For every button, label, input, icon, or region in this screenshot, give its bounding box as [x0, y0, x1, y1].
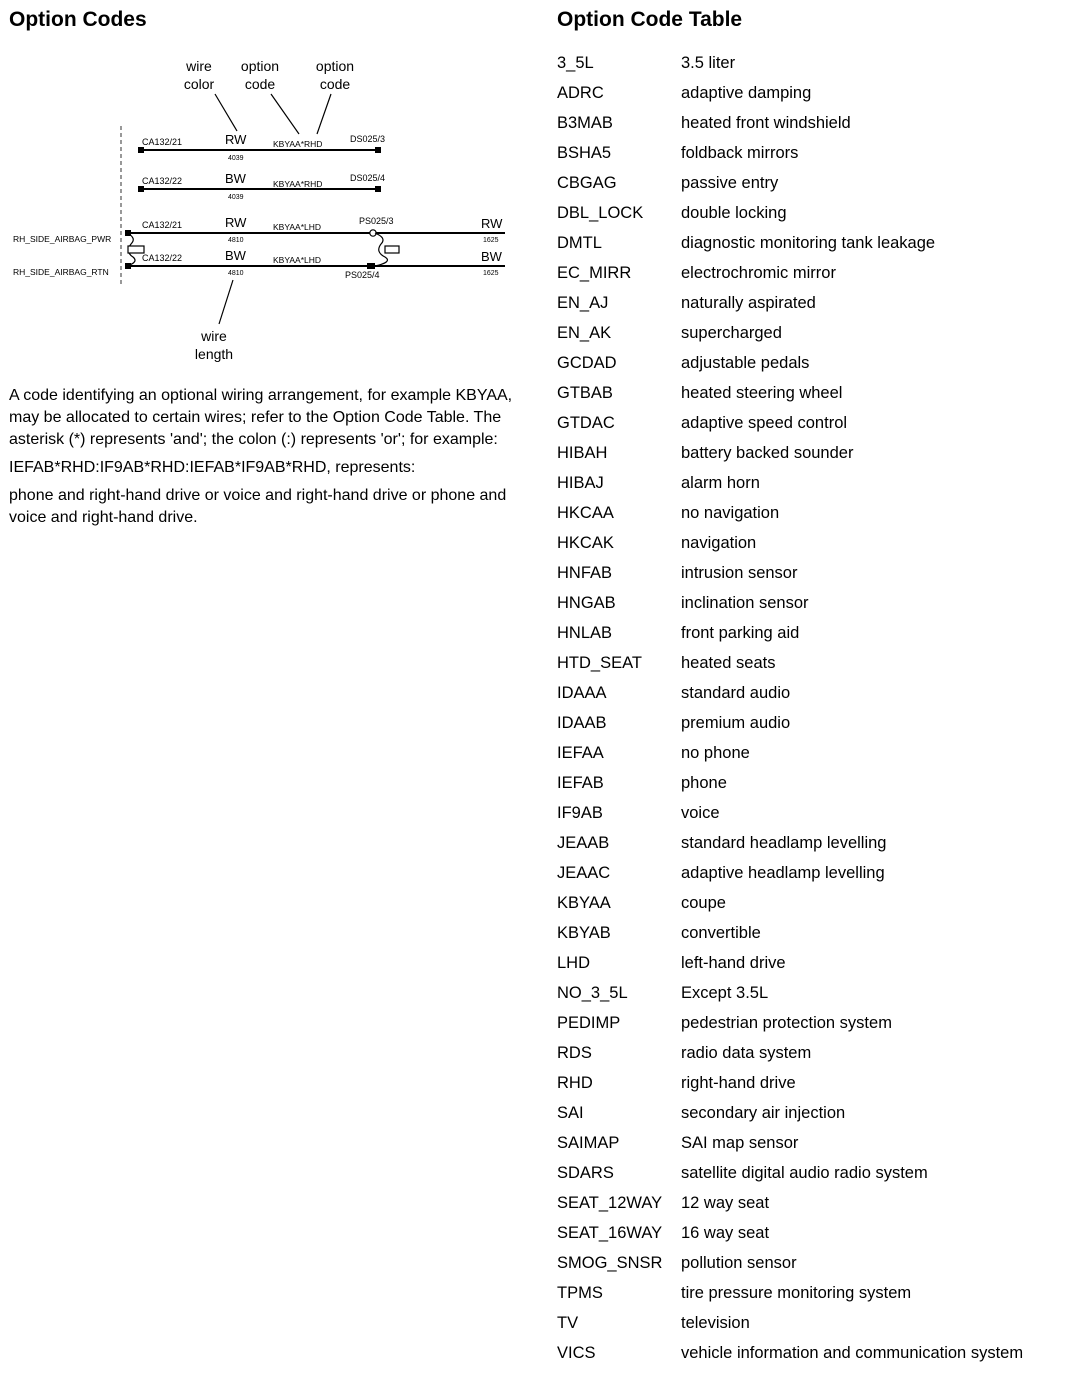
- option-code: SAI: [557, 1103, 584, 1122]
- table-row: [557, 1188, 1072, 1218]
- option-code: HNLAB: [557, 623, 613, 642]
- option-description: front parking aid: [681, 623, 800, 642]
- callout-text: option: [240, 58, 280, 74]
- table-row: [557, 1158, 1072, 1188]
- table-row: [557, 348, 1072, 378]
- wire-to: DS025/4: [350, 173, 386, 183]
- option-code: TV: [557, 1313, 579, 1332]
- callout-option-code-1: [241, 58, 299, 134]
- option-code: ADRC: [557, 83, 604, 102]
- option-description: heated steering wheel: [681, 383, 843, 402]
- option-code: GTBAB: [557, 383, 613, 402]
- option-description: voice: [681, 803, 720, 822]
- option-description: navigation: [681, 533, 757, 552]
- wire-color: RW: [225, 215, 247, 230]
- wire-length: 4039: [228, 155, 244, 162]
- option-code: GCDAD: [557, 353, 617, 372]
- option-code: IDAAA: [557, 683, 607, 702]
- option-description: vehicle information and communication system: [681, 1343, 1024, 1362]
- table-row: [557, 618, 1072, 648]
- option-description: adaptive headlamp levelling: [681, 863, 885, 882]
- table-row: [557, 1128, 1072, 1158]
- option-code: LHD: [557, 953, 591, 972]
- option-code: SAIMAP: [557, 1133, 620, 1152]
- wire-to: PS025/4: [345, 270, 380, 280]
- option-description: battery backed sounder: [681, 443, 854, 462]
- callout-wire-color: [184, 58, 237, 131]
- option-code: HKCAA: [557, 503, 614, 522]
- table-row: [557, 798, 1072, 828]
- option-code: GTDAC: [557, 413, 615, 432]
- wire-right-length: 1625: [483, 270, 499, 277]
- option-description: 12 way seat: [681, 1193, 770, 1212]
- option-code: HIBAH: [557, 443, 608, 462]
- option-description: foldback mirrors: [681, 143, 799, 162]
- table-row: [557, 498, 1072, 528]
- wire-from: CA132/21: [142, 220, 183, 230]
- wiring-diagram: [9, 52, 519, 372]
- table-row: [557, 588, 1072, 618]
- wire-length: 4039: [228, 194, 244, 201]
- option-code: SEAT_12WAY: [557, 1193, 663, 1212]
- option-description: heated front windshield: [681, 113, 851, 132]
- table-row: [557, 108, 1072, 138]
- table-row: [557, 528, 1072, 558]
- table-row: [557, 48, 1072, 78]
- option-code: IEFAA: [557, 743, 604, 762]
- table-row: [557, 648, 1072, 678]
- table-row: [557, 468, 1072, 498]
- option-code: DMTL: [557, 233, 602, 252]
- option-description: supercharged: [681, 323, 782, 342]
- table-row: [557, 378, 1072, 408]
- table-row: [557, 1218, 1072, 1248]
- option-description: secondary air injection: [681, 1103, 846, 1122]
- wire-row: [138, 171, 385, 201]
- wire-option-code: KBYAA*RHD: [273, 179, 323, 189]
- option-description: double locking: [681, 203, 787, 222]
- option-description: standard audio: [681, 683, 791, 702]
- option-code: VICS: [557, 1343, 596, 1362]
- wire-row: [125, 215, 505, 244]
- option-code: EN_AJ: [557, 293, 609, 312]
- option-code: TPMS: [557, 1283, 603, 1302]
- side-label: RH_SIDE_AIRBAG_PWR: [13, 234, 112, 244]
- table-row: [557, 1038, 1072, 1068]
- option-description: alarm horn: [681, 473, 760, 492]
- option-description: pollution sensor: [681, 1253, 797, 1272]
- callout-text: option: [315, 58, 355, 74]
- table-row: [557, 1248, 1072, 1278]
- option-code: HNGAB: [557, 593, 616, 612]
- callout-wire-length: [195, 280, 233, 362]
- wire-right-color: BW: [481, 249, 502, 264]
- table-row: [557, 738, 1072, 768]
- callout-option-code-2: [316, 58, 354, 134]
- option-code: DBL_LOCK: [557, 203, 644, 222]
- option-code: NO_3_5L: [557, 983, 628, 1002]
- option-description: radio data system: [681, 1043, 812, 1062]
- table-row: [557, 828, 1072, 858]
- option-code: RDS: [557, 1043, 592, 1062]
- option-code: SMOG_SNSR: [557, 1253, 663, 1272]
- table-row: [557, 318, 1072, 348]
- table-row: [557, 78, 1072, 108]
- option-description: television: [681, 1313, 750, 1332]
- table-row: [557, 708, 1072, 738]
- option-code: IEFAB: [557, 773, 604, 792]
- option-code: BSHA5: [557, 143, 612, 162]
- option-description: left-hand drive: [681, 953, 786, 972]
- option-code-table: [557, 48, 1072, 1368]
- option-code: EC_MIRR: [557, 263, 632, 282]
- option-description: satellite digital audio radio system: [681, 1163, 928, 1182]
- wire-from: CA132/22: [142, 253, 183, 263]
- wire-from: CA132/21: [142, 137, 183, 147]
- table-row: [557, 408, 1072, 438]
- table-title: Option Code Table: [557, 8, 743, 31]
- option-code: SEAT_16WAY: [557, 1223, 663, 1242]
- option-description: adaptive speed control: [681, 413, 848, 432]
- wire-color: RW: [225, 132, 247, 147]
- wire-color: BW: [225, 171, 246, 186]
- option-code: SDARS: [557, 1163, 614, 1182]
- option-description: 3.5 liter: [681, 53, 736, 72]
- option-code: HTD_SEAT: [557, 653, 642, 672]
- table-row: [557, 1098, 1072, 1128]
- table-row: [557, 888, 1072, 918]
- side-label: RH_SIDE_AIRBAG_RTN: [13, 267, 109, 277]
- option-code: KBYAB: [557, 923, 611, 942]
- option-code: B3MAB: [557, 113, 613, 132]
- option-code: IF9AB: [557, 803, 603, 822]
- table-row: [557, 1008, 1072, 1038]
- option-code: EN_AK: [557, 323, 612, 342]
- wire-row: [125, 248, 505, 280]
- option-description: diagnostic monitoring tank leakage: [681, 233, 936, 252]
- option-description: right-hand drive: [681, 1073, 796, 1092]
- option-description: Except 3.5L: [681, 983, 769, 1002]
- description: [9, 385, 514, 535]
- wire-length: 4810: [228, 270, 244, 277]
- option-code: JEAAB: [557, 833, 610, 852]
- option-code: 3_5L: [557, 53, 594, 72]
- table-row: [557, 858, 1072, 888]
- option-description: no navigation: [681, 503, 780, 522]
- wire-right-length: 1625: [483, 237, 499, 244]
- table-row: [557, 258, 1072, 288]
- table-row: [557, 228, 1072, 258]
- option-description: standard headlamp levelling: [681, 833, 887, 852]
- table-row: [557, 288, 1072, 318]
- option-code: RHD: [557, 1073, 593, 1092]
- option-description: tire pressure monitoring system: [681, 1283, 912, 1302]
- twisted-pair-symbol: [375, 233, 399, 266]
- wire-to: DS025/3: [350, 134, 386, 144]
- option-code: HIBAJ: [557, 473, 604, 492]
- table-row: [557, 1068, 1072, 1098]
- wire-option-code: KBYAA*RHD: [273, 139, 323, 149]
- option-description: no phone: [681, 743, 750, 762]
- wire-to: PS025/3: [359, 216, 394, 226]
- callout-text: wire: [186, 58, 212, 74]
- table-row: [557, 438, 1072, 468]
- option-description: intrusion sensor: [681, 563, 798, 582]
- table-row: [557, 768, 1072, 798]
- table-row: [557, 138, 1072, 168]
- option-description: adaptive damping: [681, 83, 812, 102]
- option-code: HKCAK: [557, 533, 614, 552]
- option-description: coupe: [681, 893, 726, 912]
- option-description: heated seats: [681, 653, 776, 672]
- callout-text: color: [183, 76, 215, 92]
- callout-text: length: [194, 346, 234, 362]
- wire-right-color: RW: [481, 216, 503, 231]
- table-row: [557, 978, 1072, 1008]
- description-paragraph: A code identifying an optional wiring arrangement, for example KBYAA, may be allocated to certain wires; refer to the Option Code Table. The asterisk (*) represents 'and'; the colon (:) represents 'or'; for example:: [9, 387, 513, 448]
- wire-option-code: KBYAA*LHD: [273, 255, 322, 265]
- option-code: PEDIMP: [557, 1013, 621, 1032]
- table-row: [557, 558, 1072, 588]
- table-row: [557, 168, 1072, 198]
- section-title: Option Codes: [9, 8, 147, 31]
- option-description: adjustable pedals: [681, 353, 810, 372]
- example-code: IEFAB*RHD:IF9AB*RHD:IEFAB*IF9AB*RHD, represents:: [9, 459, 416, 476]
- option-code: IDAAB: [557, 713, 607, 732]
- wire-option-code: KBYAA*LHD: [273, 222, 322, 232]
- option-description: premium audio: [681, 713, 791, 732]
- option-description: phone: [681, 773, 727, 792]
- wire-from: CA132/22: [142, 176, 183, 186]
- option-description: electrochromic mirror: [681, 263, 836, 282]
- callout-text: wire: [201, 328, 227, 344]
- option-description: passive entry: [681, 173, 779, 192]
- wire-color: BW: [225, 248, 246, 263]
- option-description: SAI map sensor: [681, 1133, 799, 1152]
- option-description: pedestrian protection system: [681, 1013, 892, 1032]
- table-row: [557, 948, 1072, 978]
- option-description: naturally aspirated: [681, 293, 816, 312]
- callout-text: code: [244, 76, 276, 92]
- table-row: [557, 1278, 1072, 1308]
- description-paragraph: phone and right-hand drive or voice and right-hand drive or phone and voice and right-hand drive.: [9, 487, 507, 526]
- table-row: [557, 198, 1072, 228]
- wire-length: 4810: [228, 237, 244, 244]
- option-description: 16 way seat: [681, 1223, 770, 1242]
- option-code: CBGAG: [557, 173, 617, 192]
- callout-text: code: [319, 76, 351, 92]
- option-code: JEAAC: [557, 863, 611, 882]
- option-description: convertible: [681, 923, 761, 942]
- wire-row: [138, 132, 385, 162]
- option-code: KBYAA: [557, 893, 611, 912]
- option-code: HNFAB: [557, 563, 613, 582]
- table-row: [557, 1308, 1072, 1338]
- option-description: inclination sensor: [681, 593, 809, 612]
- table-row: [557, 1338, 1072, 1368]
- table-row: [557, 678, 1072, 708]
- table-row: [557, 918, 1072, 948]
